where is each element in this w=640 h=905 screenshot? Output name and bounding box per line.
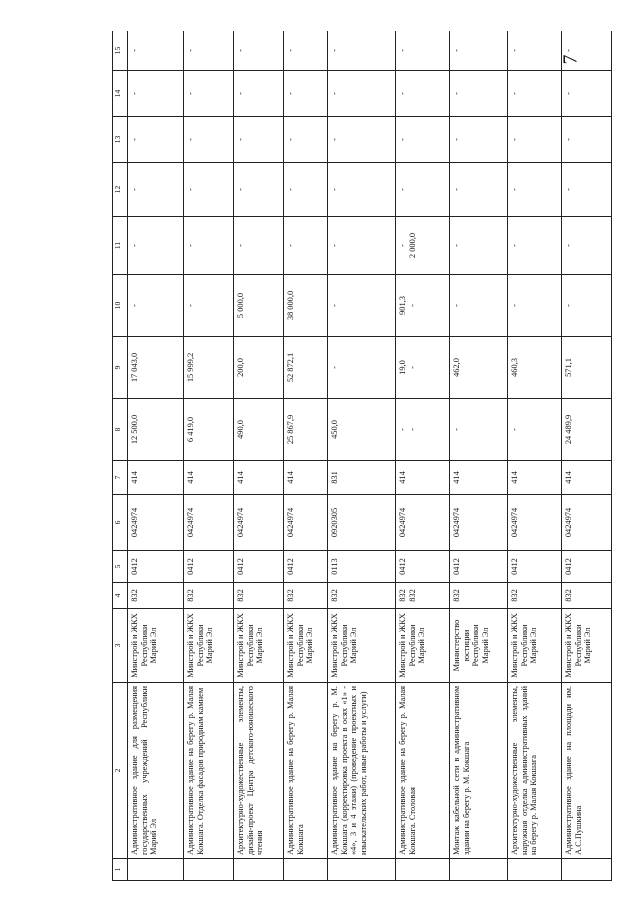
rotated-table-page [112,31,632,881]
table-row [396,31,450,881]
amount-cell: - [450,31,508,71]
table-row [562,31,612,881]
amount-cell: - [508,31,562,71]
table-row [450,31,508,881]
amount-cell: - [450,71,508,117]
code-cell: 832 [284,583,328,609]
index-cell [396,859,450,881]
code-cell: 0424974 [450,495,508,551]
column-number: 1 [113,859,128,881]
amount-cell: - [184,163,234,217]
amount-cell: - [234,217,284,275]
amount-cell: - [508,399,562,461]
code-cell: 0424974 [234,495,284,551]
description-cell: Административное здание на берегу р. Малая Кокшага [284,683,328,859]
amount-cell [396,275,450,337]
amount-cell: - [450,275,508,337]
amount-cell: - [328,275,396,337]
code-cell: 0412 [450,551,508,583]
table-row [284,31,328,881]
description-cell: Монтаж кабельной сети в административном здании на берегу р. М. Кокшага [450,683,508,859]
amount-cell: 15 999,2 [184,337,234,399]
amount-cell: 17 043,0 [128,337,184,399]
code-cell: 414 [562,461,612,495]
code-cell: 414 [284,461,328,495]
amount-cell: - [128,71,184,117]
amount-cell: - [284,71,328,117]
column-number: 10 [113,275,128,337]
table-row [234,31,284,881]
code-cell: 832 [328,583,396,609]
page-number: 7 [559,54,582,65]
amount-cell: 52 872,1 [284,337,328,399]
owner-cell: Минстрой и ЖКХ Республики Марий Эл [234,609,284,683]
code-cell: 832 [450,583,508,609]
amount-cell: - [328,71,396,117]
amount-cell: 24 489,9 [562,399,612,461]
owner-cell: Минстрой и ЖКХ Республики Марий Эл [396,609,450,683]
amount-cell: 490,0 [234,399,284,461]
amount-cell: - [184,71,234,117]
amount-cell: - [128,117,184,163]
amount-cell [396,217,450,275]
code-cell: 0424974 [184,495,234,551]
column-number: 12 [113,163,128,217]
column-number: 3 [113,609,128,683]
index-cell [508,859,562,881]
amount-cell: 200,0 [234,337,284,399]
amount-cell: - [284,31,328,71]
index-cell [184,859,234,881]
amount-cell: - [284,217,328,275]
code-cell: 414 [128,461,184,495]
code-cell: 414 [508,461,562,495]
rotated-table-container [112,31,632,881]
amount-cell: - [234,31,284,71]
amount-cell: - [128,31,184,71]
code-cell: 831 [328,461,396,495]
index-cell [328,859,396,881]
amount-cell: - [508,217,562,275]
table-row [128,31,184,881]
amount-value: 19,0 [398,360,407,375]
owner-cell: Минстрой и ЖКХ Республики Марий Эл [562,609,612,683]
amount-value: - [407,366,417,369]
amount-cell: - [562,163,612,217]
amount-cell: - [328,31,396,71]
code-cell: 832 [508,583,562,609]
index-cell [562,859,612,881]
amount-cell: - [450,117,508,163]
amount-cell: - [328,163,396,217]
code-cell: 0412 [284,551,328,583]
column-number: 9 [113,337,128,399]
amount-value: - [398,244,407,247]
code-cell: 0424974 [284,495,328,551]
amount-cell: - [396,31,450,71]
description-cell: Административное здание на берегу р. Малая Кокшага. Столовая [396,683,450,859]
amount-cell: - [508,163,562,217]
code-cell: 0920305 [328,495,396,551]
amount-cell: - [508,71,562,117]
owner-cell: Министерство юстиции Республики Марий Эл [450,609,508,683]
amount-cell: - [184,117,234,163]
code-cell: 0424974 [128,495,184,551]
amount-cell: - [284,117,328,163]
amount-cell: 6 419,0 [184,399,234,461]
amount-cell: - [450,217,508,275]
code-cell: 0412 [234,551,284,583]
description-cell: Административное здание для размещения государственных учреждений Республики Марий Эл [128,683,184,859]
code-cell: 414 [450,461,508,495]
column-number-row [113,31,128,881]
table-row [184,31,234,881]
amount-cell: 460,3 [508,337,562,399]
column-number: 4 [113,583,128,609]
index-cell [234,859,284,881]
description-cell: Административное здание на берегу р. М. Кокшага (корректировка проекта в осях «1» - «4», 3 и 4 этажи) (проведение проектных и изыскательских работ, иные работы и услуги) [328,683,396,859]
column-number: 13 [113,117,128,163]
amount-cell: 450,0 [328,399,396,461]
owner-cell: Минстрой и ЖКХ Республики Марий Эл [508,609,562,683]
amount-cell: 571,1 [562,337,612,399]
index-cell [128,859,184,881]
amount-cell: - [562,275,612,337]
amount-cell: - [562,217,612,275]
budget-table [112,31,612,881]
owner-cell: Минстрой и ЖКХ Республики Марий Эл [328,609,396,683]
amount-cell: - [508,275,562,337]
amount-value: 2 000,0 [407,232,417,259]
amount-cell: - [234,163,284,217]
owner-cell: Минстрой и ЖКХ Республики Марий Эл [184,609,234,683]
index-cell [284,859,328,881]
amount-cell: 5 000,0 [234,275,284,337]
column-number: 15 [113,31,128,71]
amount-cell: - [234,117,284,163]
amount-cell: - [184,31,234,71]
amount-cell: - [128,217,184,275]
code-cell: 0424974 [508,495,562,551]
code-cell: 0412 [184,551,234,583]
column-number: 8 [113,399,128,461]
amount-cell: - [562,31,612,71]
code-cell: 832 [562,583,612,609]
amount-value: - [407,428,417,431]
description-cell: Административное здание на берегу р. Малая Кокшага. Отделка фасадов природным камнем [184,683,234,859]
amount-cell: - [184,217,234,275]
description-cell: Административное здание на площади им. А.С.Пушкина [562,683,612,859]
amount-value: - [407,304,417,307]
column-number: 14 [113,71,128,117]
amount-cell [396,399,450,461]
code-cell: 414 [184,461,234,495]
table-row [508,31,562,881]
amount-cell: - [328,117,396,163]
amount-value: - [398,428,407,431]
code-cell: 832 [128,583,184,609]
code-cell: 0412 [128,551,184,583]
amount-cell: - [508,117,562,163]
amount-cell: - [450,163,508,217]
amount-cell: 462,0 [450,337,508,399]
code-cell: 0424974 [562,495,612,551]
amount-cell: - [328,337,396,399]
code-value: 832 [398,589,407,602]
amount-cell: - [562,71,612,117]
owner-cell: Минстрой и ЖКХ Республики Марий Эл [284,609,328,683]
amount-cell: 38 000,0 [284,275,328,337]
index-cell [450,859,508,881]
owner-cell: Минстрой и ЖКХ Республики Марий Эл [128,609,184,683]
code-cell: 0412 [396,551,450,583]
code-cell [396,583,450,609]
column-number: 6 [113,495,128,551]
code-cell: 0412 [508,551,562,583]
description-cell: Архитектурно-художественные элементы, дизайн-проект Центра детского-юношеского чтения [234,683,284,859]
amount-cell: - [450,399,508,461]
amount-cell: 25 867,9 [284,399,328,461]
code-cell: 0412 [562,551,612,583]
amount-cell: - [396,71,450,117]
amount-value: 901,3 [398,296,407,315]
code-cell: 832 [184,583,234,609]
amount-cell: - [184,275,234,337]
code-cell: 0113 [328,551,396,583]
amount-cell: - [284,163,328,217]
code-cell: 0424974 [396,495,450,551]
amount-cell: - [396,117,450,163]
code-cell: 832 [234,583,284,609]
column-number: 11 [113,217,128,275]
amount-cell: - [396,163,450,217]
column-number: 7 [113,461,128,495]
column-number: 2 [113,683,128,859]
amount-cell [396,337,450,399]
amount-cell: - [562,117,612,163]
amount-cell: - [128,163,184,217]
description-cell: Архитектурно-художественные элементы, наружная отделка административных зданий на берегу р. Малая Кокшага [508,683,562,859]
column-number: 5 [113,551,128,583]
code-cell: 414 [396,461,450,495]
code-value: 832 [407,589,417,602]
amount-cell: 12 500,0 [128,399,184,461]
amount-cell: - [128,275,184,337]
table-row [328,31,396,881]
code-cell: 414 [234,461,284,495]
amount-cell: - [234,71,284,117]
amount-cell: - [328,217,396,275]
